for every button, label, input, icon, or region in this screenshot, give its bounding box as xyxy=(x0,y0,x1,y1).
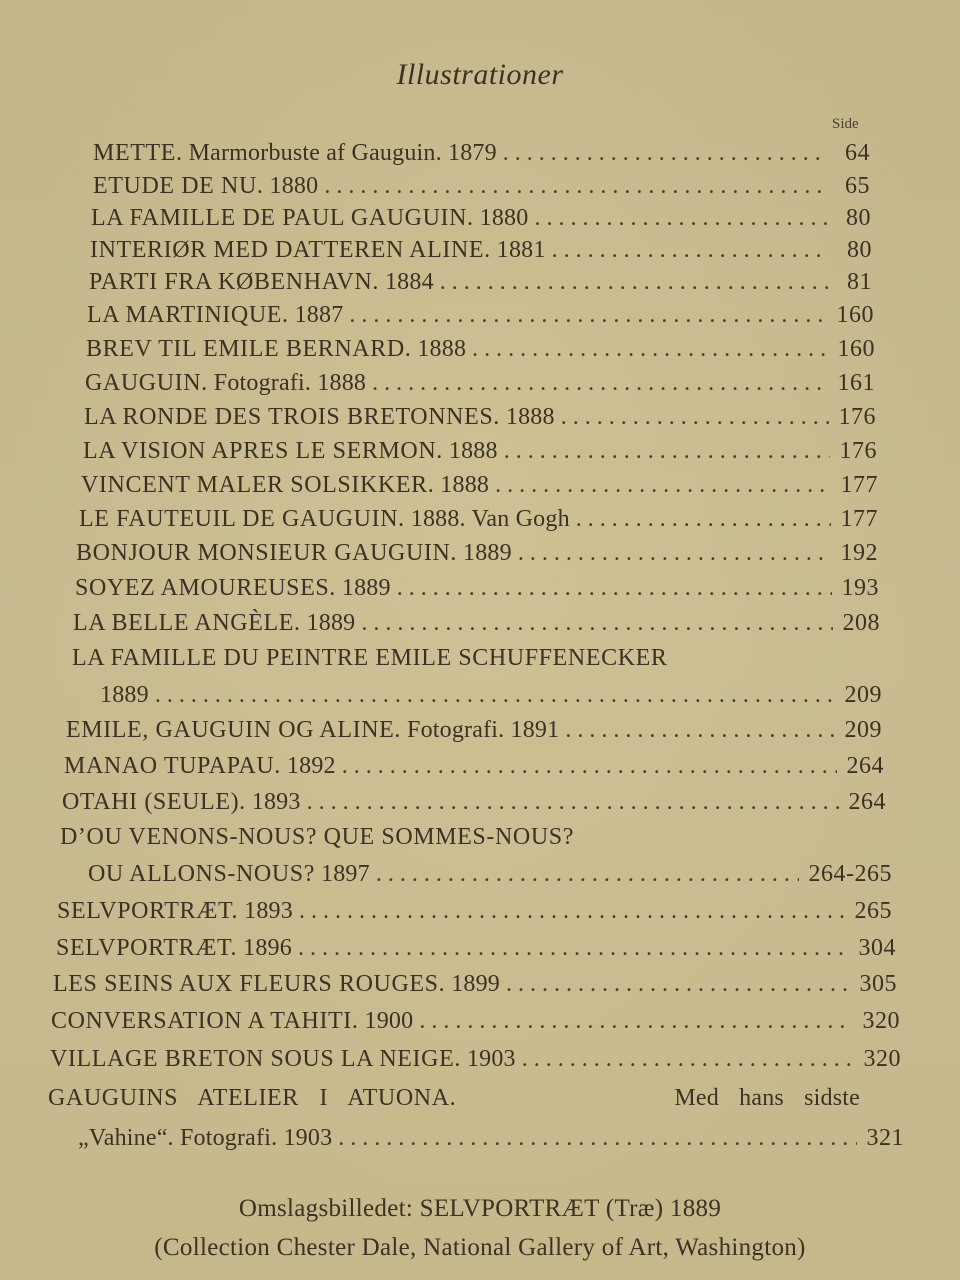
dot-leader xyxy=(565,714,834,746)
entry-title: VINCENT MALER SOLSIKKER. xyxy=(81,472,435,498)
entry-title: BONJOUR MONSIEUR GAUGUIN. xyxy=(76,540,458,566)
list-item xyxy=(90,234,872,266)
dot-leader xyxy=(503,137,826,169)
list-item xyxy=(79,503,878,535)
entry-page: 64 xyxy=(845,140,870,166)
dot-leader xyxy=(342,750,837,782)
entry-title: GAUGUIN. xyxy=(85,370,208,396)
entry-page: 176 xyxy=(839,438,877,464)
entry-detail: „Vahine“. Fotografi. 1903 xyxy=(78,1125,333,1151)
entry-title: LA FAMILLE DU PEINTRE EMILE SCHUFFENECKER xyxy=(72,645,668,671)
entry-title: EMILE, GAUGUIN OG ALINE. xyxy=(66,717,402,743)
entry-detail: Fotografi. 1891 xyxy=(407,717,560,743)
list-item xyxy=(89,266,872,298)
list-item xyxy=(50,1043,901,1075)
dot-leader xyxy=(155,679,835,711)
list-item xyxy=(53,968,897,1000)
entry-detail: 1903 xyxy=(466,1046,516,1072)
dot-leader xyxy=(504,435,830,467)
entry-page: 81 xyxy=(847,269,872,295)
dot-leader xyxy=(561,401,829,433)
dot-leader xyxy=(298,932,849,964)
dot-leader xyxy=(506,968,850,1000)
entry-detail: 1889 xyxy=(463,540,512,566)
list-item-continuation xyxy=(100,679,882,711)
entry-detail: 1897 xyxy=(321,861,370,887)
entry-detail: Med hans sidste xyxy=(674,1085,860,1111)
entry-page: 192 xyxy=(840,540,878,566)
dot-leader xyxy=(522,1043,854,1075)
list-item xyxy=(83,435,877,467)
list-item xyxy=(84,401,876,433)
entry-title: BREV TIL EMILE BERNARD. xyxy=(86,336,412,362)
entry-title: OTAHI (SEULE). xyxy=(62,789,246,815)
cover-credit-title: Omslagsbilledet: SELVPORTRÆT (Træ) 1889 xyxy=(238,1195,722,1222)
entry-page: 160 xyxy=(837,336,875,362)
entry-detail: 1899 xyxy=(451,971,500,997)
dot-leader xyxy=(349,299,826,331)
entry-detail: Marmorbuste af Gauguin. 1879 xyxy=(188,140,497,166)
list-item-continuation xyxy=(88,858,892,890)
entry-page: 177 xyxy=(840,506,878,532)
entry-page: 320 xyxy=(862,1008,900,1034)
entry-title: GAUGUINS ATELIER I ATUONA. xyxy=(48,1085,457,1111)
entry-page: 305 xyxy=(859,971,897,997)
entry-page: 176 xyxy=(838,404,876,430)
entry-title: LA MARTINIQUE. xyxy=(87,302,289,328)
list-item-continuation xyxy=(78,1122,904,1154)
list-item xyxy=(48,1082,860,1114)
entry-page: 80 xyxy=(847,237,872,263)
entry-page: 264 xyxy=(848,789,886,815)
list-item xyxy=(93,170,870,202)
entry-detail: 1893 xyxy=(244,898,293,924)
entry-detail: 1884 xyxy=(384,269,434,295)
entry-title: ETUDE DE NU. xyxy=(93,173,264,199)
dot-leader xyxy=(324,170,826,202)
cover-credit-collection: (Collection Chester Dale, National Gallery of Art, Washington) xyxy=(154,1234,806,1261)
entry-detail: 1889 xyxy=(306,610,356,636)
dot-leader xyxy=(397,572,832,604)
list-item xyxy=(60,821,886,853)
entry-detail: Fotografi. 1888 xyxy=(213,370,367,396)
dot-leader xyxy=(338,1122,856,1154)
dot-leader xyxy=(419,1005,852,1037)
entry-title: LA BELLE ANGÈLE. xyxy=(73,610,301,636)
entry-title: VILLAGE BRETON SOUS LA NEIGE. xyxy=(50,1046,461,1072)
list-item xyxy=(93,137,870,169)
entry-detail: 1887 xyxy=(294,302,344,328)
dot-leader xyxy=(376,858,799,890)
list-item xyxy=(51,1005,900,1037)
list-item xyxy=(76,537,878,569)
dot-leader xyxy=(576,503,831,535)
entry-detail: 1896 xyxy=(243,935,292,961)
entry-detail: 1888. Van Gogh xyxy=(410,506,570,532)
dot-leader xyxy=(472,333,827,365)
list-item xyxy=(62,786,886,818)
entry-title: LES SEINS AUX FLEURS ROUGES. xyxy=(53,971,446,997)
list-item xyxy=(56,932,896,964)
list-item xyxy=(87,299,874,331)
list-item xyxy=(85,367,875,399)
entry-page: 264-265 xyxy=(808,861,892,887)
entry-detail: 1880 xyxy=(479,205,529,231)
list-item xyxy=(73,607,880,639)
entry-page: 321 xyxy=(866,1125,904,1151)
page-title: Illustrationer xyxy=(396,58,564,91)
dot-leader xyxy=(552,234,828,266)
entry-page: 208 xyxy=(842,610,880,636)
page-column-header: Side xyxy=(832,116,859,132)
entry-page: 209 xyxy=(844,682,882,708)
entry-detail: 1893 xyxy=(251,789,301,815)
entry-page: 209 xyxy=(844,717,882,743)
entry-title: SOYEZ AMOUREUSES. xyxy=(75,575,336,601)
entry-detail: 1881 xyxy=(496,237,546,263)
entry-page: 160 xyxy=(836,302,874,328)
entry-page: 193 xyxy=(841,575,879,601)
entry-detail: 1880 xyxy=(269,173,319,199)
entry-title: PARTI FRA KØBENHAVN. xyxy=(89,269,379,295)
entry-detail: 1888 xyxy=(417,336,467,362)
dot-leader xyxy=(361,607,832,639)
entry-detail: 1888 xyxy=(448,438,498,464)
list-item xyxy=(91,202,871,234)
entry-page: 65 xyxy=(845,173,870,199)
list-item xyxy=(75,572,879,604)
entry-page: 264 xyxy=(846,753,884,779)
entry-title: MANAO TUPAPAU. xyxy=(64,753,281,779)
list-item xyxy=(66,714,882,746)
entry-page: 320 xyxy=(863,1046,901,1072)
entry-page: 80 xyxy=(846,205,871,231)
dot-leader xyxy=(372,367,827,399)
entry-detail: 1892 xyxy=(286,753,336,779)
entry-title: LA VISION APRES LE SERMON. xyxy=(83,438,443,464)
list-item xyxy=(86,333,875,365)
dot-leader xyxy=(534,202,827,234)
entry-page: 304 xyxy=(858,935,896,961)
entry-title: D’OU VENONS-NOUS? QUE SOMMES-NOUS? xyxy=(60,824,574,850)
entry-title: OU ALLONS-NOUS? xyxy=(88,861,315,887)
entry-page: 161 xyxy=(837,370,875,396)
entry-title: INTERIØR MED DATTEREN ALINE. xyxy=(90,237,491,263)
entry-detail: 1889 xyxy=(100,682,149,708)
list-item xyxy=(81,469,878,501)
entry-detail: 1888 xyxy=(440,472,490,498)
entry-title: SELVPORTRÆT. xyxy=(57,898,239,924)
dot-leader xyxy=(307,786,839,818)
entry-detail: 1888 xyxy=(505,404,555,430)
dot-leader xyxy=(518,537,831,569)
entry-page: 265 xyxy=(854,898,892,924)
entry-title: LA FAMILLE DE PAUL GAUGUIN. xyxy=(91,205,474,231)
dot-leader xyxy=(299,895,845,927)
list-item xyxy=(64,750,884,782)
entry-title: CONVERSATION A TAHITI. xyxy=(51,1008,359,1034)
entry-title: SELVPORTRÆT. xyxy=(56,935,238,961)
entry-title: METTE. xyxy=(93,140,183,166)
entry-detail: 1889 xyxy=(341,575,391,601)
list-item xyxy=(57,895,892,927)
dot-leader xyxy=(440,266,828,298)
entry-page: 177 xyxy=(840,472,878,498)
list-item xyxy=(72,642,880,674)
dot-leader xyxy=(495,469,830,501)
entry-detail: 1900 xyxy=(364,1008,414,1034)
entry-title: LA RONDE DES TROIS BRETONNES. xyxy=(84,404,500,430)
entry-title: LE FAUTEUIL DE GAUGUIN. xyxy=(79,506,405,532)
